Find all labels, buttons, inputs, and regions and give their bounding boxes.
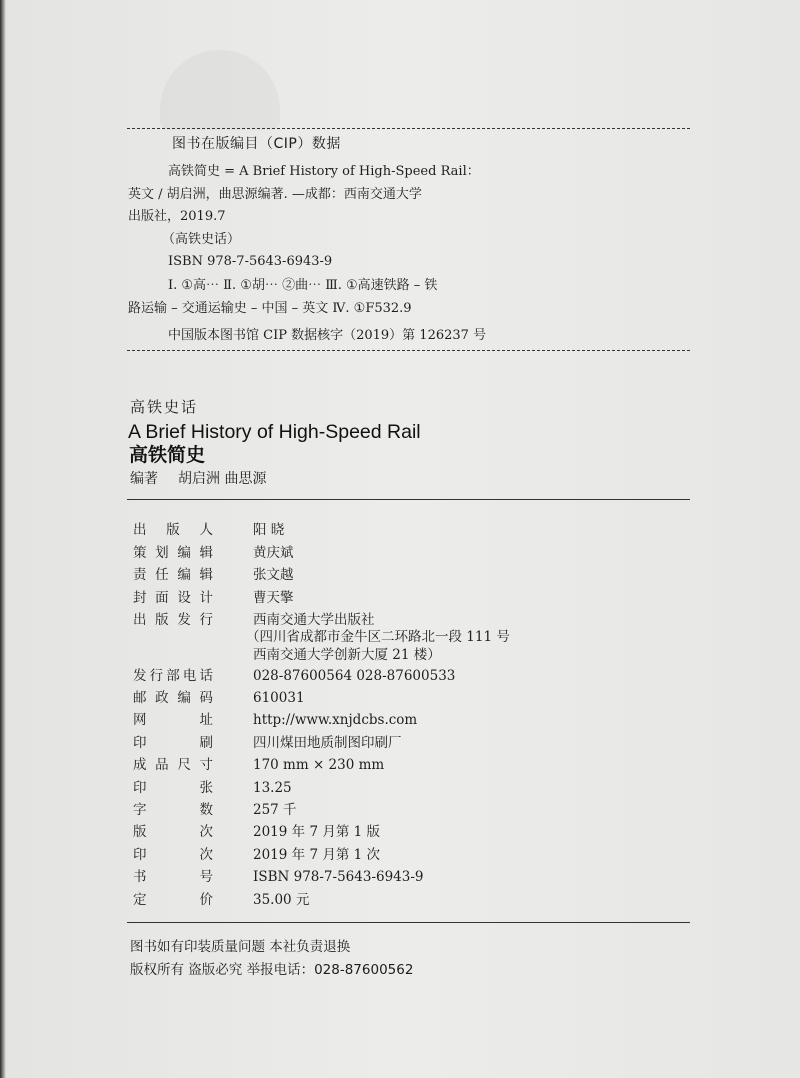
series-name: 高铁史话 (130, 398, 199, 416)
authors-names: 胡启洲 曲思源 (178, 471, 267, 487)
cip-line: 高铁简史 = A Brief History of High-Speed Rail： (168, 164, 480, 179)
cip-line: 出版社，2019.7 (128, 209, 226, 224)
imprint-value: 13.25 (253, 780, 292, 796)
imprint-label: 邮政编码 (133, 690, 213, 706)
imprint-value: 2019 年 7 月第 1 版 (253, 824, 380, 840)
cip-line: （高铁史话） (162, 232, 241, 247)
imprint-value: http://www.xnjdcbs.com (253, 712, 418, 728)
imprint-label: 出版人 (133, 522, 213, 538)
imprint-value: ISBN 978-7-5643-6943-9 (253, 869, 424, 885)
cip-line: ISBN 978-7-5643-6943-9 (168, 254, 333, 269)
imprint-value: 257 千 (253, 802, 297, 818)
cip-line: 英文 / 胡启洲，曲思源编著. —成都：西南交通大学 (128, 187, 422, 202)
imprint-value: 028-87600564 028-87600533 (253, 668, 456, 684)
title-divider (127, 499, 690, 500)
imprint-label: 封面设计 (133, 590, 213, 606)
imprint-label: 版次 (133, 824, 213, 840)
imprint-value: （四川省成都市金牛区二环路北一段 111 号 (246, 629, 510, 645)
imprint-label: 发行部电话 (133, 668, 213, 684)
cip-line: 路运输 – 交通运输史 – 中国 – 英文 Ⅳ. ①F532.9 (128, 301, 412, 316)
quality-notice: 图书如有印装质量问题 本社负责退换 (130, 939, 351, 955)
cip-top-divider (127, 128, 690, 129)
imprint-label: 策划编辑 (133, 545, 213, 561)
imprint-label: 责任编辑 (133, 567, 213, 583)
chinese-title: 高铁简史 (129, 444, 206, 466)
cip-line: 中国版本图书馆 CIP 数据核字（2019）第 126237 号 (168, 328, 487, 343)
imprint-label: 印刷 (133, 735, 213, 751)
imprint-label: 书号 (133, 869, 213, 885)
imprint-value: 张文越 (253, 567, 294, 583)
cip-title: 图书在版编目（CIP）数据 (172, 136, 341, 152)
imprint-value: 2019 年 7 月第 1 次 (253, 847, 380, 863)
imprint-value: 曹天擎 (253, 590, 294, 606)
imprint-value: 四川煤田地质制图印刷厂 (253, 735, 402, 751)
cip-line: Ⅰ. ①高⋯ Ⅱ. ①胡⋯ ②曲⋯ Ⅲ. ①高速铁路 – 铁 (168, 278, 438, 293)
imprint-label: 印张 (133, 780, 213, 796)
page-edge-shadow (0, 0, 6, 1078)
cip-bottom-divider (127, 350, 690, 351)
imprint-label: 网址 (133, 712, 213, 728)
imprint-label: 字数 (133, 802, 213, 818)
imprint-value: 西南交通大学创新大厦 21 楼） (253, 647, 441, 663)
rights-notice: 版权所有 盗版必究 举报电话：028-87600562 (130, 962, 414, 978)
imprint-label: 印次 (133, 847, 213, 863)
imprint-value: 西南交通大学出版社 (253, 612, 375, 628)
imprint-value: 阳 晓 (253, 522, 285, 538)
imprint-label: 出版发行 (133, 612, 213, 628)
imprint-divider (127, 922, 690, 923)
bleed-through-shape (160, 50, 280, 130)
imprint-value: 35.00 元 (253, 892, 310, 908)
imprint-value: 170 mm × 230 mm (253, 757, 385, 773)
english-title: A Brief History of High-Speed Rail (128, 421, 421, 443)
authors-label: 编著 (130, 471, 158, 487)
authors-line (130, 471, 266, 487)
imprint-value: 610031 (253, 690, 305, 706)
imprint-label: 定价 (133, 892, 213, 908)
imprint-value: 黄庆斌 (253, 545, 294, 561)
imprint-label: 成品尺寸 (133, 757, 213, 773)
